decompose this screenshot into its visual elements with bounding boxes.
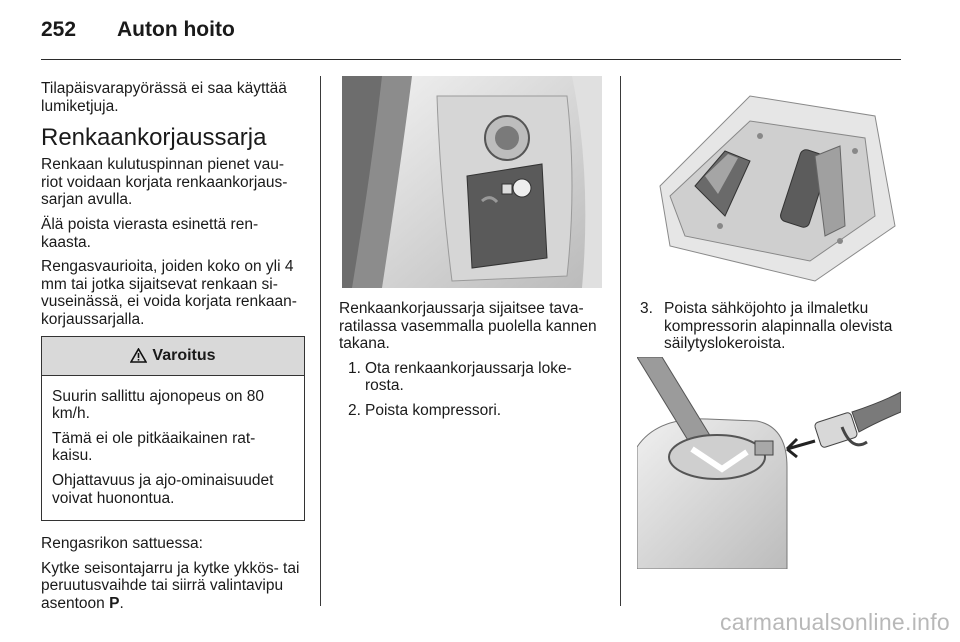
list-item (339, 402, 605, 420)
list-item (339, 360, 605, 395)
column-3 (640, 300, 906, 360)
column-divider-1 (320, 76, 321, 606)
running-title: Auton hoito (117, 18, 235, 41)
repair-kit-box-illustration (640, 76, 902, 288)
instruction-end: . (119, 594, 124, 612)
warning-title: Varoitus (152, 346, 216, 364)
warning-body (42, 376, 304, 521)
instruction-text: Kytke seisontajarru ja kytke ykkös- tai peruutusvaihde tai siirrä valintavipu asentoon (41, 559, 300, 612)
intro-text: Tilapäisvarapyörässä ei saa käyttää lumiketjuja. (41, 80, 287, 115)
column-1 (41, 80, 305, 619)
hose-connection-illustration (637, 357, 901, 569)
watermark: carmanualsonline.info (719, 609, 950, 635)
warning-text: Tämä ei ole pitkäaikainen rat-kaisu. (52, 429, 256, 465)
page-header (41, 18, 901, 58)
warning-box (41, 336, 305, 522)
column-divider-2 (620, 76, 621, 606)
paragraph: Rengasvaurioita, joiden koko on yli 4 mm tai jotka sijaitsevat renkaan si-vuseinässä, ei voida korjata renkaan-korjaussarjalla. (41, 258, 297, 328)
step-number: 1. (348, 359, 361, 377)
paragraph: Rengasrikon sattuessa: (41, 535, 203, 553)
gear-position-label: P (109, 594, 120, 612)
warning-text: Suurin sallittu ajonopeus on 80 km/h. (52, 387, 264, 423)
paragraph: Älä poista vierasta esinettä ren-kaasta. (41, 215, 259, 251)
header-rule (41, 59, 901, 60)
step-number: 3. (640, 300, 653, 317)
step-text: Poista sähköjohto ja ilmaletku kompressorin alapinnalla olevista säilytyslokeroista. (664, 300, 893, 353)
section-title: Renkaankorjaussarja (41, 124, 267, 152)
column-2 (339, 300, 605, 427)
steps-list (339, 360, 605, 420)
paragraph: Renkaan kulutuspinnan pienet vau-riot voidaan korjata renkaankorjaus-sarjan avulla. (41, 156, 288, 209)
step-text: Ota renkaankorjaussarja loke-rosta. (365, 359, 572, 395)
steps-list (640, 300, 906, 353)
instruction-paragraph (41, 560, 305, 613)
warning-header (42, 337, 304, 376)
step-text: Poista kompressori. (365, 401, 502, 419)
list-item (640, 300, 906, 353)
warning-triangle-icon (130, 348, 147, 363)
step-number: 2. (348, 401, 361, 419)
page-number: 252 (41, 18, 77, 41)
trunk-compartment-illustration (342, 76, 602, 288)
warning-text: Ohjattavuus ja ajo-ominaisuudet voivat huonontua. (52, 471, 274, 507)
paragraph: Renkaankorjaussarja sijaitsee tava-ratilassa vasemmalla puolella kannen takana. (339, 300, 597, 353)
